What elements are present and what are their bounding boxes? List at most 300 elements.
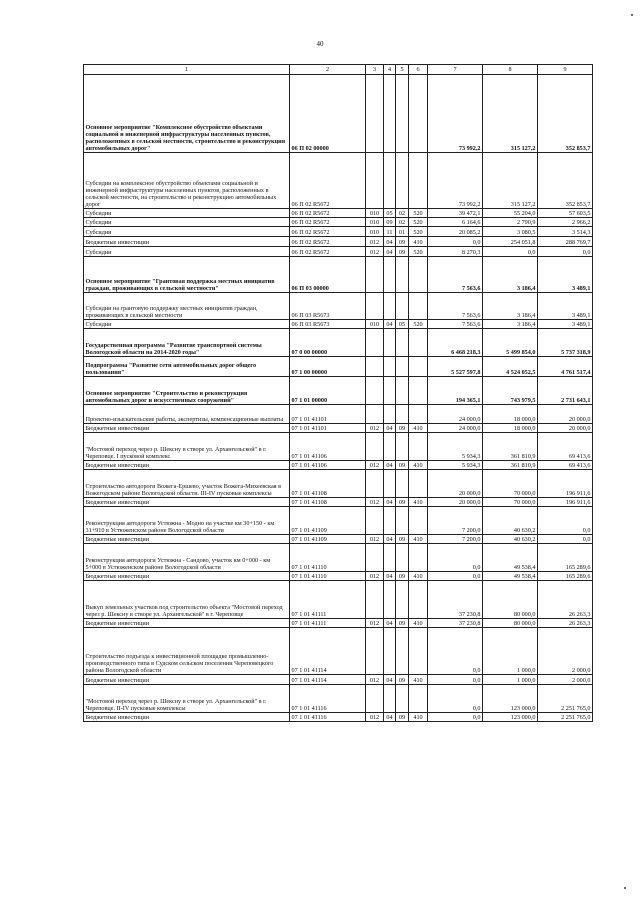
row-code: 07 1 00 00000 [290, 357, 366, 377]
row-col3: 010 [366, 320, 384, 329]
column-header: 6 [409, 65, 428, 75]
row-value-9: 196 911,6 [538, 498, 593, 507]
row-value-9: 3 514,3 [538, 227, 593, 237]
row-value-7: 37 230,8 [428, 581, 483, 619]
row-col3 [366, 685, 384, 713]
table-row [84, 581, 593, 619]
row-value-7: 7 563,6 [428, 320, 483, 329]
row-value-7: 0,0 [428, 685, 483, 713]
row-value-7: 6 164,6 [428, 218, 483, 227]
row-value-9: 2 731 643,1 [538, 377, 593, 405]
row-value-7: 0,0 [428, 572, 483, 581]
row-value-7: 0,0 [428, 713, 483, 722]
row-value-9: 5 737 318,9 [538, 329, 593, 357]
row-col6: 410 [409, 237, 428, 247]
row-value-8: 18 000,0 [483, 405, 538, 424]
row-value-7: 0,0 [428, 675, 483, 685]
row-value-8: 361 810,9 [483, 433, 538, 461]
row-col4 [384, 405, 396, 424]
row-col5 [396, 405, 409, 424]
row-col5 [396, 377, 409, 405]
row-value-9: 26 263,3 [538, 619, 593, 628]
row-col6 [409, 581, 428, 619]
row-col4 [384, 507, 396, 535]
row-name: "Мостовой переход через р. Шексну в створе ул. Архангельской" в г. Череповце. I пусковой комплекс [84, 433, 290, 461]
row-col4: 04 [384, 713, 396, 722]
row-value-8: 80 000,0 [483, 581, 538, 619]
row-value-9: 20 000,0 [538, 424, 593, 433]
row-value-8: 49 538,4 [483, 572, 538, 581]
row-name: Основное мероприятие "Грантовая поддержка местных инициатив граждан, проживающих в сельской местности" [84, 257, 290, 293]
row-col5: 01 [396, 227, 409, 237]
row-code: 07 1 01 41111 [290, 619, 366, 628]
row-value-8: 40 630,2 [483, 507, 538, 535]
row-name: Государственная программа "Развитие транспортной системы Вологодской области на 2014-2020 годы" [84, 329, 290, 357]
row-col5: 05 [396, 320, 409, 329]
row-col5 [396, 433, 409, 461]
row-col4 [384, 628, 396, 675]
row-name: Строительство автодороги Вожега-Ершево, участок Вожега-Михеевская в Вожегодском районе Вологодской области. III-IV пусковые комплексы [84, 470, 290, 498]
row-col4: 04 [384, 461, 396, 470]
row-col5: 09 [396, 713, 409, 722]
row-col3: 012 [366, 713, 384, 722]
row-value-9: 0,0 [538, 535, 593, 544]
row-col3: 010 [366, 209, 384, 218]
row-col5 [396, 329, 409, 357]
row-value-9: 165 289,6 [538, 544, 593, 572]
row-name: Бюджетные инвестиции [84, 675, 290, 685]
row-col3 [366, 470, 384, 498]
table-header-row [84, 65, 593, 75]
row-value-9: 3 489,1 [538, 320, 593, 329]
row-name: Основное мероприятие "Комплексное обустройство объектами социальной и инженерной инфраструктуры населенных пунктов, расположенных в сельской местности, строительство и реконструкция автомобильных дорог" [84, 75, 290, 153]
row-col3 [366, 405, 384, 424]
row-value-8: 3 080,5 [483, 227, 538, 237]
row-name: Субсидии [84, 247, 290, 257]
row-value-9: 352 853,7 [538, 153, 593, 209]
budget-table [83, 64, 593, 722]
row-code: 07 1 01 41114 [290, 628, 366, 675]
row-name: Реконструкция автодороги Устюжна - Модно на участке км 30+150 - км 31+910 в Устюженском районе Вологодской области [84, 507, 290, 535]
row-col3 [366, 293, 384, 320]
table-row [84, 257, 593, 293]
row-value-9: 3 489,1 [538, 293, 593, 320]
row-col6 [409, 329, 428, 357]
row-value-8: 70 000,0 [483, 498, 538, 507]
row-col6 [409, 507, 428, 535]
row-code: 07 1 01 41109 [290, 535, 366, 544]
row-value-7: 20 000,0 [428, 470, 483, 498]
row-code: 06 П 02 00000 [290, 75, 366, 153]
scan-mark [631, 14, 633, 16]
row-value-8: 254 051,8 [483, 237, 538, 247]
row-value-7: 24 000,0 [428, 424, 483, 433]
table-row [84, 405, 593, 424]
row-col5 [396, 470, 409, 498]
row-value-9: 165 289,6 [538, 572, 593, 581]
row-name: Субсидии [84, 227, 290, 237]
row-col5: 09 [396, 424, 409, 433]
row-value-9: 57 603,5 [538, 209, 593, 218]
row-col6: 410 [409, 572, 428, 581]
row-col3 [366, 544, 384, 572]
row-value-8: 49 538,4 [483, 544, 538, 572]
row-col6 [409, 628, 428, 675]
row-value-8: 3 186,4 [483, 257, 538, 293]
row-value-7: 37 230,8 [428, 619, 483, 628]
table-row [84, 377, 593, 405]
row-value-8: 123 000,0 [483, 685, 538, 713]
row-col6 [409, 357, 428, 377]
table-row [84, 218, 593, 227]
row-col4 [384, 357, 396, 377]
row-col6 [409, 153, 428, 209]
row-col4 [384, 153, 396, 209]
row-value-9: 196 911,6 [538, 470, 593, 498]
row-col6: 520 [409, 227, 428, 237]
row-value-9: 69 413,6 [538, 433, 593, 461]
row-col6 [409, 293, 428, 320]
row-code: 07 1 01 41101 [290, 405, 366, 424]
row-col5 [396, 75, 409, 153]
column-header: 9 [538, 65, 593, 75]
row-col6: 520 [409, 209, 428, 218]
row-code: 07 1 01 41110 [290, 572, 366, 581]
row-value-8: 5 499 854,0 [483, 329, 538, 357]
row-value-9: 352 853,7 [538, 75, 593, 153]
table-row [84, 320, 593, 329]
row-value-9: 0,0 [538, 507, 593, 535]
row-col4: 09 [384, 218, 396, 227]
row-value-8: 1 000,0 [483, 628, 538, 675]
row-name: Подпрограмма "Развитие сети автомобильных дорог общего пользования" [84, 357, 290, 377]
scan-mark [624, 887, 626, 889]
row-col6: 410 [409, 424, 428, 433]
row-value-8: 315 127,2 [483, 75, 538, 153]
row-value-9: 2 000,0 [538, 675, 593, 685]
row-value-7: 20 085,2 [428, 227, 483, 237]
row-code: 07 1 01 00000 [290, 377, 366, 405]
row-value-7: 24 000,0 [428, 405, 483, 424]
row-value-8: 3 186,4 [483, 320, 538, 329]
row-col3 [366, 153, 384, 209]
row-col4 [384, 293, 396, 320]
row-name: Субсидии [84, 218, 290, 227]
row-col3 [366, 433, 384, 461]
row-col6 [409, 685, 428, 713]
row-value-7: 8 270,3 [428, 247, 483, 257]
row-code: 06 П 02 R5672 [290, 247, 366, 257]
row-col5: 09 [396, 619, 409, 628]
row-name: Строительство подъезда к инвестиционной площадке промышленно-производственного типа в Судском сельском поселении Череповецкого района Вологодской области [84, 628, 290, 675]
row-code: 07 0 00 00000 [290, 329, 366, 357]
row-value-7: 0,0 [428, 544, 483, 572]
row-value-8: 3 186,4 [483, 293, 538, 320]
row-value-9: 2 966,2 [538, 218, 593, 227]
row-col3 [366, 507, 384, 535]
row-value-7: 0,0 [428, 628, 483, 675]
column-header: 3 [366, 65, 384, 75]
row-value-9: 2 000,0 [538, 628, 593, 675]
row-name: Реконструкция автодороги Устюжна - Сандово, участок км 0+000 - км 5+000 в Устюженском районе Вологодской области [84, 544, 290, 572]
row-col4 [384, 377, 396, 405]
column-header: 1 [84, 65, 290, 75]
table-row [84, 619, 593, 628]
row-code: 07 1 01 41101 [290, 424, 366, 433]
row-name: Бюджетные инвестиции [84, 713, 290, 722]
row-value-9: 3 489,1 [538, 257, 593, 293]
row-col3: 012 [366, 247, 384, 257]
table-row [84, 75, 593, 153]
row-value-8: 80 000,0 [483, 619, 538, 628]
row-col5 [396, 357, 409, 377]
row-col5: 09 [396, 237, 409, 247]
row-code: 06 П 03 R5673 [290, 320, 366, 329]
column-header: 5 [396, 65, 409, 75]
table-row [84, 675, 593, 685]
row-col3 [366, 257, 384, 293]
row-col3: 012 [366, 535, 384, 544]
row-col4: 04 [384, 572, 396, 581]
row-col6 [409, 257, 428, 293]
row-code: 06 П 02 R5672 [290, 209, 366, 218]
row-name: Субсидии [84, 320, 290, 329]
row-code: 07 1 01 41111 [290, 581, 366, 619]
column-header: 2 [290, 65, 366, 75]
row-value-8: 18 000,0 [483, 424, 538, 433]
column-header: 7 [428, 65, 483, 75]
row-col5 [396, 153, 409, 209]
row-value-9: 26 263,3 [538, 581, 593, 619]
row-col6 [409, 433, 428, 461]
row-col4: 11 [384, 227, 396, 237]
row-value-7: 7 563,6 [428, 293, 483, 320]
table-row [84, 424, 593, 433]
row-col3 [366, 377, 384, 405]
row-code: 07 1 01 41114 [290, 675, 366, 685]
table-row [84, 293, 593, 320]
row-code: 06 П 03 R5673 [290, 293, 366, 320]
row-value-7: 73 992,2 [428, 75, 483, 153]
row-col4 [384, 544, 396, 572]
table-row [84, 227, 593, 237]
row-col5: 09 [396, 675, 409, 685]
row-col5 [396, 628, 409, 675]
row-code: 07 1 01 41108 [290, 470, 366, 498]
row-value-8: 361 810,9 [483, 461, 538, 470]
row-value-9: 69 413,6 [538, 461, 593, 470]
row-value-7: 7 563,6 [428, 257, 483, 293]
table-row [84, 498, 593, 507]
table-row [84, 535, 593, 544]
table-row [84, 209, 593, 218]
row-col3: 010 [366, 227, 384, 237]
row-col6: 410 [409, 619, 428, 628]
row-value-8: 4 524 052,5 [483, 357, 538, 377]
row-code: 06 П 02 R5672 [290, 153, 366, 209]
row-name: Основное мероприятие "Строительство и реконструкция автомобильных дорог и искусственных сооружений" [84, 377, 290, 405]
row-name: Бюджетные инвестиции [84, 572, 290, 581]
row-col4: 04 [384, 498, 396, 507]
row-col3 [366, 329, 384, 357]
row-col3 [366, 628, 384, 675]
table-row [84, 237, 593, 247]
row-col6 [409, 75, 428, 153]
column-header: 8 [483, 65, 538, 75]
row-value-8: 0,0 [483, 247, 538, 257]
row-code: 06 П 03 00000 [290, 257, 366, 293]
row-value-8: 55 204,0 [483, 209, 538, 218]
table-row [84, 329, 593, 357]
row-code: 07 1 01 41108 [290, 498, 366, 507]
row-value-9: 2 251 765,0 [538, 713, 593, 722]
row-code: 07 1 01 41106 [290, 461, 366, 470]
table-row [84, 247, 593, 257]
table-row [84, 433, 593, 461]
row-col4: 04 [384, 535, 396, 544]
row-col4 [384, 75, 396, 153]
row-col3 [366, 75, 384, 153]
row-name: "Мостовой переход через р. Шексну в створе ул. Архангельской" в г. Череповце. II-IV пусковые комплексы [84, 685, 290, 713]
row-value-8: 315 127,2 [483, 153, 538, 209]
row-col4 [384, 581, 396, 619]
row-value-9: 0,0 [538, 247, 593, 257]
page-number: 40 [316, 40, 324, 48]
row-col4: 05 [384, 209, 396, 218]
row-name: Субсидии на комплексное обустройство объектами социальной и инженерной инфраструктуры населенных пунктов, расположенных в сельской местности, на строительство и реконструкцию автомобильных дорог [84, 153, 290, 209]
row-value-9: 288 769,7 [538, 237, 593, 247]
row-col3: 012 [366, 572, 384, 581]
row-value-8: 70 000,0 [483, 470, 538, 498]
row-value-7: 73 992,2 [428, 153, 483, 209]
row-col4: 04 [384, 320, 396, 329]
row-name: Субсидии на грантовую поддержку местных инициатив граждан, проживающих в сельской местности [84, 293, 290, 320]
row-col5 [396, 507, 409, 535]
row-col6: 520 [409, 247, 428, 257]
row-value-7: 7 200,0 [428, 535, 483, 544]
row-col3: 012 [366, 619, 384, 628]
row-col5: 02 [396, 218, 409, 227]
table-row [84, 572, 593, 581]
row-code: 06 П 02 R5672 [290, 227, 366, 237]
row-col3: 010 [366, 218, 384, 227]
row-col4 [384, 329, 396, 357]
row-col6: 410 [409, 498, 428, 507]
row-col3: 012 [366, 424, 384, 433]
row-col5: 02 [396, 209, 409, 218]
row-name: Бюджетные инвестиции [84, 535, 290, 544]
row-col5 [396, 685, 409, 713]
row-name: Проектно-изыскательские работы, экспертизы, компенсационные выплаты [84, 405, 290, 424]
row-col5: 09 [396, 461, 409, 470]
row-col6: 520 [409, 320, 428, 329]
row-col4 [384, 433, 396, 461]
row-value-9: 20 000,0 [538, 405, 593, 424]
row-col5 [396, 293, 409, 320]
row-col6 [409, 405, 428, 424]
row-value-8: 123 000,0 [483, 713, 538, 722]
row-col4: 04 [384, 424, 396, 433]
row-code: 06 П 02 R5672 [290, 237, 366, 247]
row-col5 [396, 544, 409, 572]
table-row [84, 628, 593, 675]
row-value-7: 39 472,1 [428, 209, 483, 218]
table-row [84, 713, 593, 722]
row-col4: 04 [384, 675, 396, 685]
row-col3: 012 [366, 237, 384, 247]
row-value-8: 743 979,5 [483, 377, 538, 405]
table-row [84, 507, 593, 535]
row-col3: 012 [366, 461, 384, 470]
row-value-8: 1 000,0 [483, 675, 538, 685]
row-col6: 410 [409, 713, 428, 722]
row-col6: 410 [409, 461, 428, 470]
row-code: 07 1 01 41106 [290, 433, 366, 461]
row-value-7: 5 934,3 [428, 461, 483, 470]
row-col3 [366, 357, 384, 377]
row-value-7: 0,0 [428, 237, 483, 247]
row-value-7: 5 527 597,8 [428, 357, 483, 377]
table-row [84, 461, 593, 470]
row-code: 07 1 01 41116 [290, 713, 366, 722]
row-code: 07 1 01 41110 [290, 544, 366, 572]
row-value-7: 5 934,3 [428, 433, 483, 461]
row-col5: 09 [396, 247, 409, 257]
row-value-7: 194 365,1 [428, 377, 483, 405]
row-col4 [384, 257, 396, 293]
row-value-9: 4 761 517,4 [538, 357, 593, 377]
row-col3: 012 [366, 675, 384, 685]
row-value-8: 40 630,2 [483, 535, 538, 544]
row-code: 06 П 02 R5672 [290, 218, 366, 227]
row-value-8: 2 790,9 [483, 218, 538, 227]
row-code: 07 1 01 41109 [290, 507, 366, 535]
row-col5 [396, 257, 409, 293]
table-row [84, 357, 593, 377]
row-col4 [384, 470, 396, 498]
row-value-7: 20 000,0 [428, 498, 483, 507]
row-code: 07 1 01 41116 [290, 685, 366, 713]
row-col5 [396, 581, 409, 619]
row-value-7: 6 468 218,3 [428, 329, 483, 357]
row-col5: 09 [396, 498, 409, 507]
row-col4 [384, 685, 396, 713]
row-name: Бюджетные инвестиции [84, 237, 290, 247]
row-col3: 012 [366, 498, 384, 507]
row-name: Субсидии [84, 209, 290, 218]
row-col4: 04 [384, 619, 396, 628]
table-row [84, 153, 593, 209]
row-name: Бюджетные инвестиции [84, 619, 290, 628]
row-name: Бюджетные инвестиции [84, 461, 290, 470]
row-col3 [366, 581, 384, 619]
table-row [84, 544, 593, 572]
row-col6: 410 [409, 675, 428, 685]
table-row [84, 470, 593, 498]
row-col6 [409, 470, 428, 498]
table-row [84, 685, 593, 713]
row-col6: 520 [409, 218, 428, 227]
row-col5: 09 [396, 572, 409, 581]
row-col6: 410 [409, 535, 428, 544]
row-name: Выкуп земельных участков под строительство объекта "Мостовой переход через р. Шексну в створе ул. Архангельской" в г. Череповце [84, 581, 290, 619]
row-col4: 04 [384, 247, 396, 257]
row-col4: 04 [384, 237, 396, 247]
row-col5: 09 [396, 535, 409, 544]
row-col6 [409, 544, 428, 572]
row-value-9: 2 251 765,0 [538, 685, 593, 713]
row-name: Бюджетные инвестиции [84, 424, 290, 433]
